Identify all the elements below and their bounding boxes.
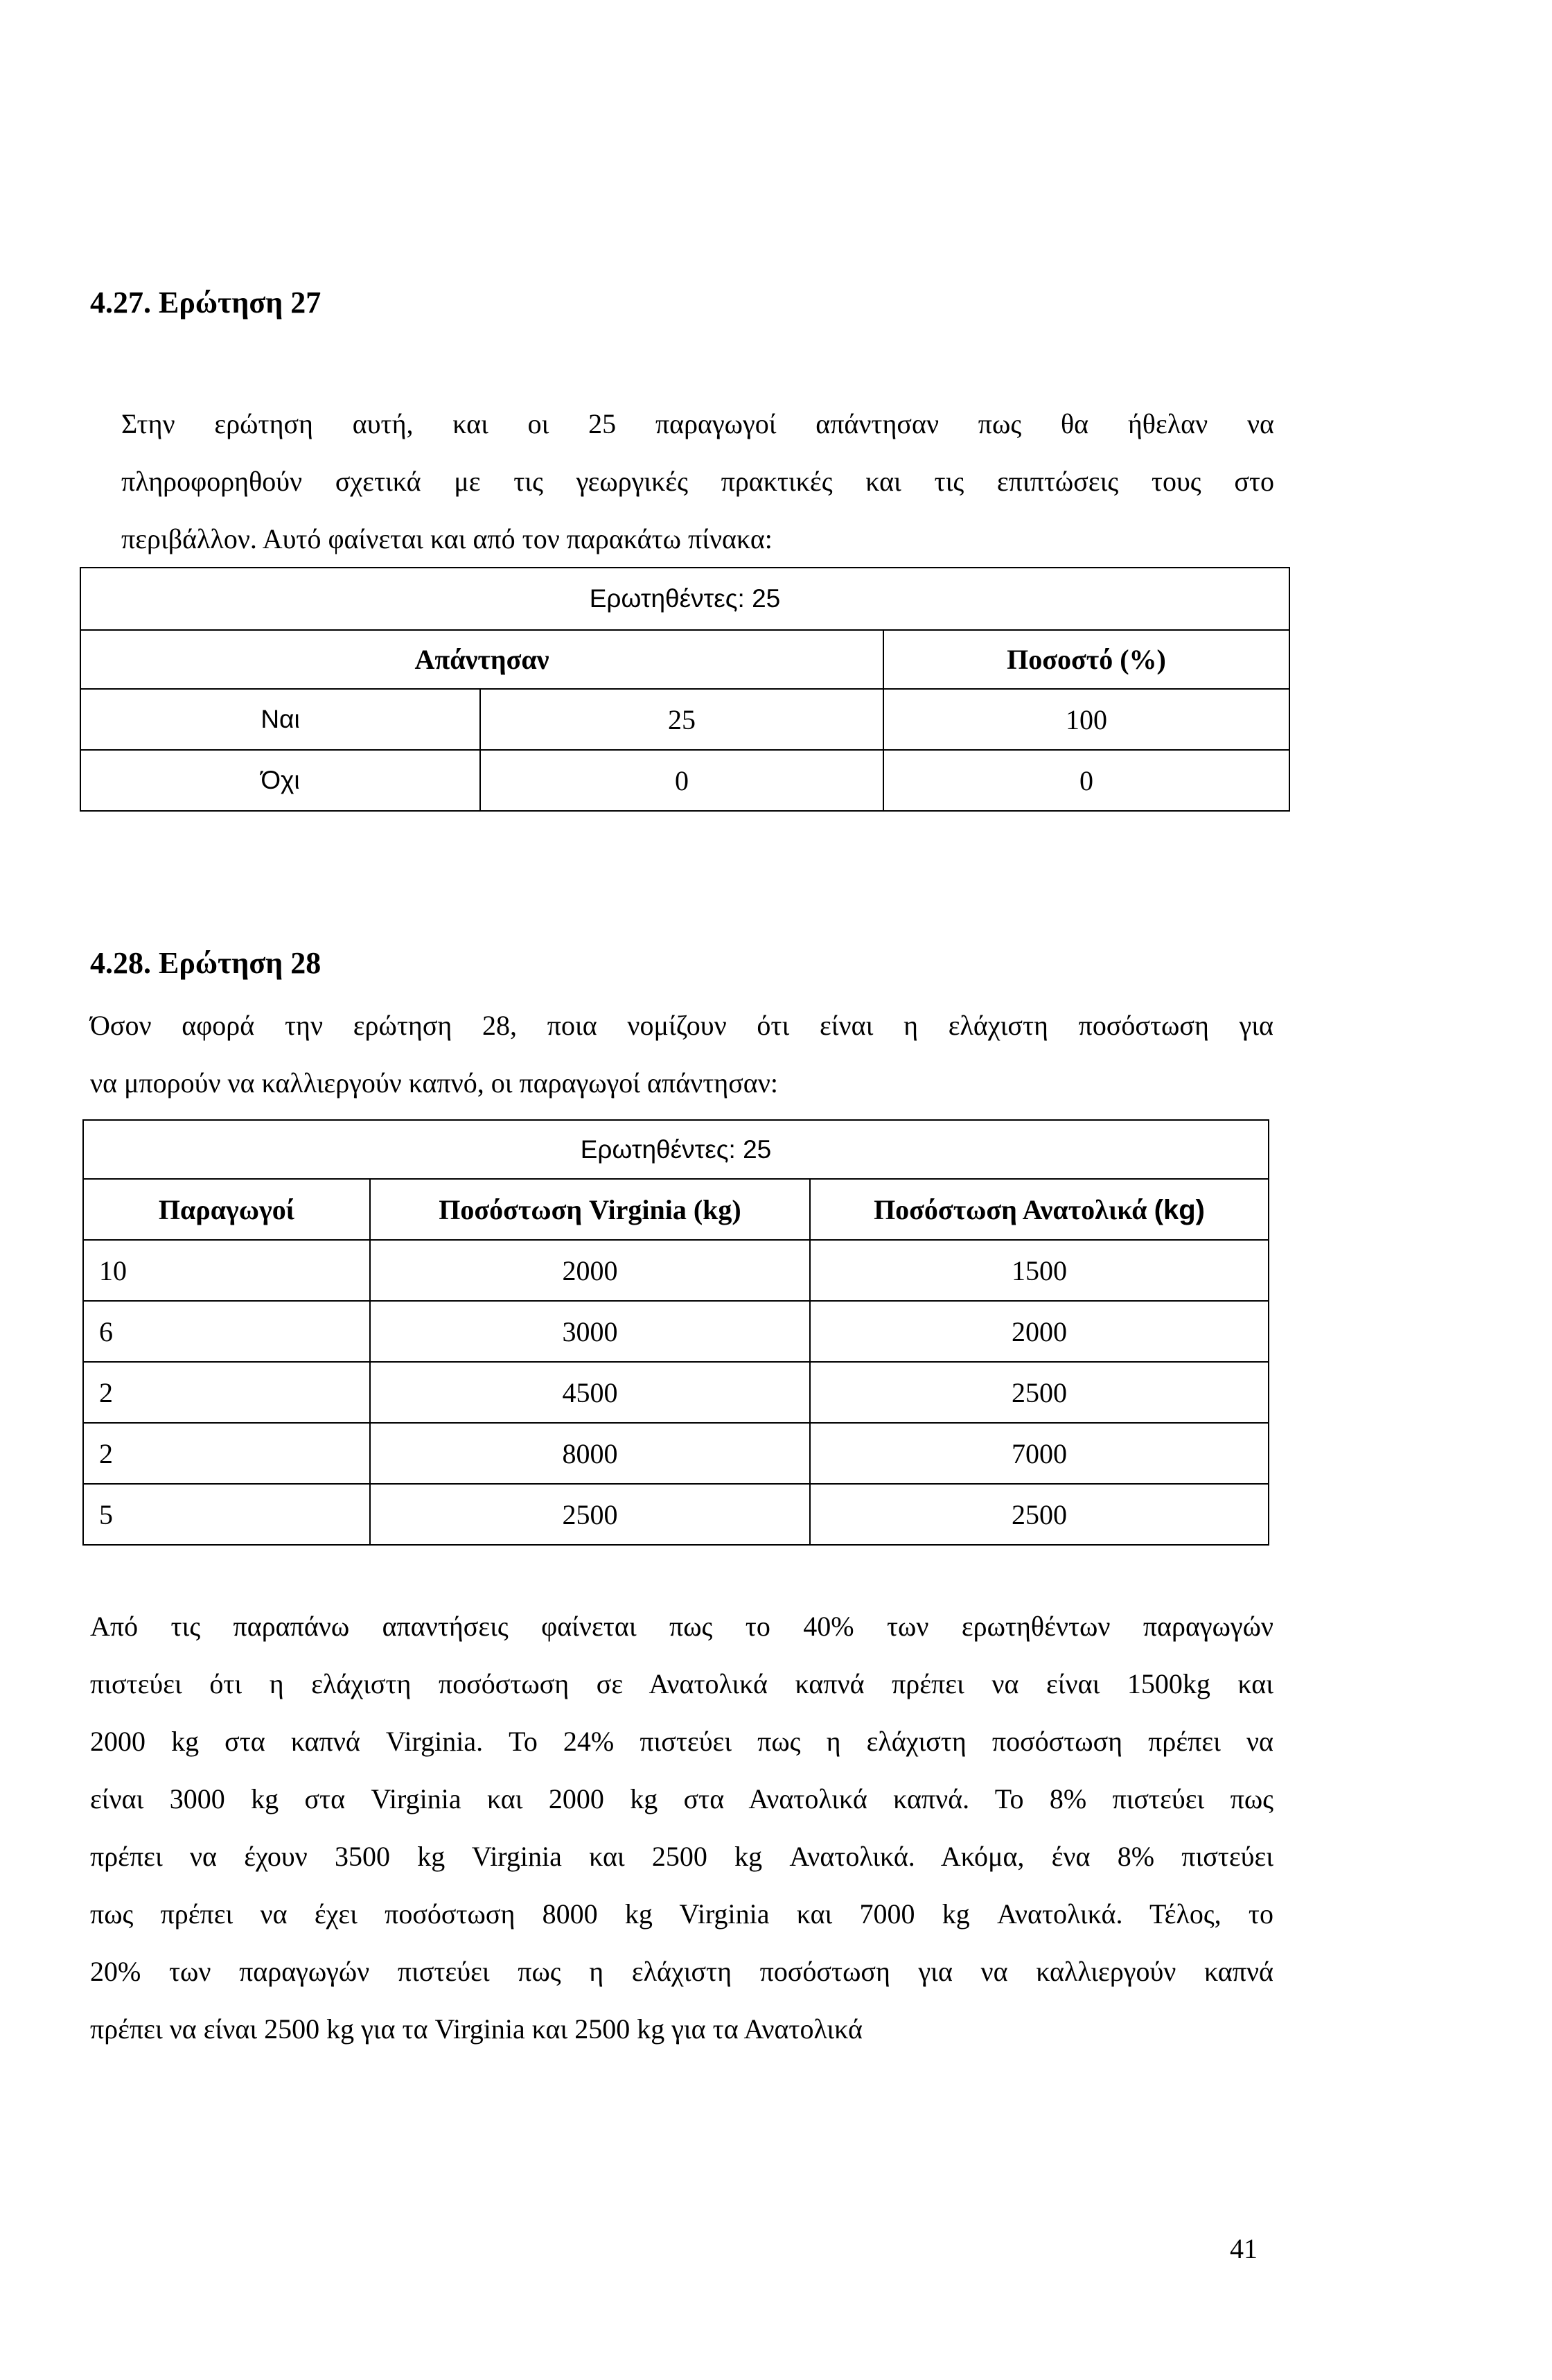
section-28-conclusion	[90, 1598, 1273, 2058]
table-row	[83, 1362, 1269, 1423]
paragraph-line: πιστεύει ότι η ελάχιστη ποσόστωση σε Ανατολικά καπνά πρέπει να είναι 1500kg και	[90, 1668, 1273, 1699]
virginia-quota: 2500	[370, 1484, 810, 1545]
table-row	[80, 689, 1289, 750]
paragraph-line: Από τις παραπάνω απαντήσεις φαίνεται πως το 40% των ερωτηθέντων παραγωγών	[90, 1611, 1273, 1642]
paragraph-line: Στην ερώτηση αυτή, και οι 25 παραγωγοί απάντησαν πως θα ήθελαν να	[121, 408, 1274, 439]
paragraph-line: πληροφορηθούν σχετικά με τις γεωργικές πρακτικές και τις επιπτώσεις τους στο	[121, 466, 1274, 497]
responses-table-27	[80, 567, 1290, 812]
header-eastern-quota	[810, 1179, 1269, 1240]
virginia-quota: 8000	[370, 1423, 810, 1484]
table-27-header-percent: Ποσοστό (%)	[883, 630, 1289, 689]
quota-table-28	[82, 1119, 1269, 1546]
virginia-quota: 2000	[370, 1240, 810, 1301]
header-producers: Παραγωγοί	[83, 1179, 370, 1240]
producers-count: 2	[83, 1423, 370, 1484]
table-row	[83, 1484, 1269, 1545]
eastern-quota: 7000	[810, 1423, 1269, 1484]
paragraph-line: Όσον αφορά την ερώτηση 28, ποια νομίζουν ότι είναι η ελάχιστη ποσόστωση για	[90, 1010, 1273, 1041]
answered-value: 25	[480, 689, 883, 750]
header-eastern-unit: (kg)	[1154, 1194, 1205, 1225]
section-27-paragraph	[121, 395, 1274, 568]
paragraph-line: πως πρέπει να έχει ποσόστωση 8000 kg Virginia και 7000 kg Ανατολικά. Τέλος, το	[90, 1898, 1273, 1930]
percent-value: 0	[883, 750, 1289, 811]
paragraph-line: είναι 3000 kg στα Virginia και 2000 kg στα Ανατολικά καπνά. Το 8% πιστεύει πως	[90, 1783, 1273, 1814]
percent-value: 100	[883, 689, 1289, 750]
producers-count: 6	[83, 1301, 370, 1362]
table-27-caption: Ερωτηθέντες: 25	[80, 568, 1289, 630]
section-28-heading: 4.28. Ερώτηση 28	[90, 946, 321, 980]
producers-count: 2	[83, 1362, 370, 1423]
paragraph-line: 2000 kg στα καπνά Virginia. Το 24% πιστεύει πως η ελάχιστη ποσόστωση πρέπει να	[90, 1726, 1273, 1757]
row-label-yes: Ναι	[80, 689, 480, 750]
paragraph-line: πρέπει να έχουν 3500 kg Virginia και 2500 kg Ανατολικά. Ακόμα, ένα 8% πιστεύει	[90, 1841, 1273, 1872]
eastern-quota: 2500	[810, 1484, 1269, 1545]
header-virginia-quota: Ποσόστωση Virginia (kg)	[370, 1179, 810, 1240]
section-28-intro	[90, 997, 1273, 1112]
virginia-quota: 4500	[370, 1362, 810, 1423]
table-row	[83, 1240, 1269, 1301]
table-27-header-answered: Απάντησαν	[80, 630, 883, 689]
paragraph-line: να μπορούν να καλλιεργούν καπνό, οι παραγωγοί απάντησαν:	[90, 1067, 778, 1099]
table-row	[83, 1423, 1269, 1484]
producers-count: 10	[83, 1240, 370, 1301]
page-number: 41	[1230, 2233, 1258, 2264]
producers-count: 5	[83, 1484, 370, 1545]
eastern-quota: 2000	[810, 1301, 1269, 1362]
table-row	[83, 1301, 1269, 1362]
paragraph-line: περιβάλλον. Αυτό φαίνεται και από τον παρακάτω πίνακα:	[121, 523, 773, 554]
table-row	[80, 750, 1289, 811]
eastern-quota: 1500	[810, 1240, 1269, 1301]
eastern-quota: 2500	[810, 1362, 1269, 1423]
row-label-no: Όχι	[80, 750, 480, 811]
section-27-heading: 4.27. Ερώτηση 27	[90, 286, 321, 320]
answered-value: 0	[480, 750, 883, 811]
paragraph-line: 20% των παραγωγών πιστεύει πως η ελάχιστη ποσόστωση για να καλλιεργούν καπνά	[90, 1956, 1273, 1987]
table-28-caption: Ερωτηθέντες: 25	[83, 1120, 1269, 1179]
paragraph-line: πρέπει να είναι 2500 kg για τα Virginia και 2500 kg για τα Ανατολικά	[90, 2013, 863, 2045]
virginia-quota: 3000	[370, 1301, 810, 1362]
header-eastern-text: Ποσόστωση Ανατολικά	[874, 1193, 1154, 1225]
